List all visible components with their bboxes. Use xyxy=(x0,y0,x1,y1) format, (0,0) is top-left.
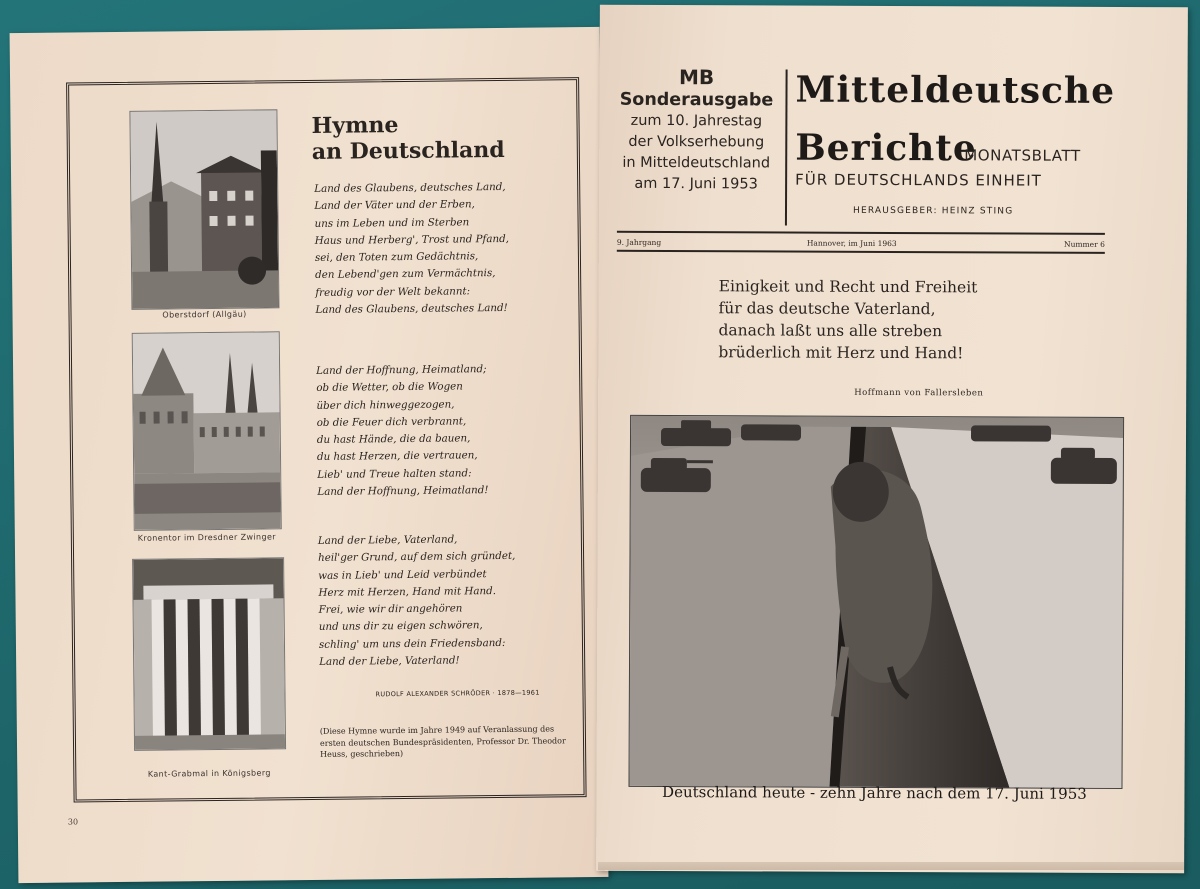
verse-line: uns im Leben und im Sterben xyxy=(314,215,470,230)
issue-year: 9. Jahrgang xyxy=(616,237,662,247)
masthead-title-2: Berichte xyxy=(795,126,977,170)
verse-line: Land der Hoffnung, Heimatland; xyxy=(316,363,487,377)
hymn-title xyxy=(311,110,552,165)
verse-line: Lieb' und Treue halten stand: xyxy=(317,467,472,481)
special-edition-title: Sonderausgabe xyxy=(619,89,774,111)
photo-oberstdorf xyxy=(129,109,279,310)
photo-caption: Kant-Grabmal in Königsberg xyxy=(147,768,271,779)
monatsblatt-label: MONATSBLATT xyxy=(964,146,1081,165)
verse-line: ob die Wetter, ob die Wogen xyxy=(316,380,463,395)
quote-author: Hoffmann von Fallersleben xyxy=(854,387,984,399)
anthem-quote xyxy=(718,275,1018,364)
verse-line: sei, den Toten zum Gedächtnis, xyxy=(314,250,479,265)
verse-line: Land der Väter und der Erben, xyxy=(314,198,475,213)
verse-line: du hast Herzen, die vertrauen, xyxy=(316,449,478,464)
verse-line: Frei, wie wir dir angehören xyxy=(318,602,463,617)
right-page xyxy=(596,5,1188,874)
verse-line: den Lebend'gen zum Vermächtnis, xyxy=(315,267,496,282)
stanza-1 xyxy=(314,178,577,319)
special-edition-line: zum 10. Jahrestag xyxy=(630,112,763,130)
masthead-title: Mitteldeutsche xyxy=(795,68,1116,112)
publisher-line: HERAUSGEBER: HEINZ STING xyxy=(852,205,1014,217)
hymn-author: RUDOLF ALEXANDER SCHRÖDER · 1878—1961 xyxy=(375,688,540,699)
photo-kant-grabmal xyxy=(132,557,286,751)
verse-line: was in Lieb' und Leid verbündet xyxy=(318,567,487,582)
verse-line: heil'ger Grund, auf dem sich gründet, xyxy=(318,550,516,565)
masthead-subtitle: FÜR DEUTSCHLANDS EINHEIT xyxy=(795,170,1042,190)
verse-line: Land der Liebe, Vaterland! xyxy=(319,654,460,668)
quote-line: brüderlich mit Herz und Hand! xyxy=(718,343,964,363)
verse-line: über dich hinweggezogen, xyxy=(316,398,455,412)
quote-line: danach laßt uns alle streben xyxy=(718,321,943,341)
hymn-title-line: Hymne xyxy=(311,112,399,139)
verse-line: Land der Hoffnung, Heimatland! xyxy=(317,484,489,498)
special-edition-box xyxy=(613,65,780,196)
masthead-divider xyxy=(785,70,788,226)
verse-line: Land des Glaubens, deutsches Land, xyxy=(314,180,506,195)
verse-line: freudig vor der Welt bekannt: xyxy=(315,285,471,299)
hymn-title-line: an Deutschland xyxy=(311,136,505,165)
hymn-footnote: (Diese Hymne wurde im Jahre 1949 auf Veranlassung des ersten deutschen Bundespräsidenten, Professor Dr. Theodor Heuss, geschrieben) xyxy=(319,724,566,759)
photo-zwinger xyxy=(132,331,282,531)
left-page xyxy=(10,27,609,883)
special-edition-line: am 17. Juni 1953 xyxy=(634,175,758,193)
special-edition-line: in Mitteldeutschland xyxy=(622,154,771,172)
hymn-frame xyxy=(66,77,587,802)
verse-line: Land der Liebe, Vaterland, xyxy=(317,533,458,547)
photo-caption: Oberstdorf (Allgäu) xyxy=(162,309,247,320)
verse-line: Land des Glaubens, deutsches Land! xyxy=(315,301,508,317)
photo-caption: Kronentor im Dresdner Zwinger xyxy=(137,532,277,543)
verse-line: Haus und Herberg', Trost und Pfand, xyxy=(314,232,510,247)
page-number: 30 xyxy=(67,817,79,827)
page-stack-edge xyxy=(598,862,1184,870)
quote-line: für das deutsche Vaterland, xyxy=(718,299,936,319)
wall-illustration xyxy=(628,415,1124,789)
verse-line: und uns dir zu eigen schwören, xyxy=(318,619,483,634)
verse-line: du hast Hände, die da bauen, xyxy=(316,432,471,447)
illustration-caption: Deutschland heute - zehn Jahre nach dem 17. Juni 1953 xyxy=(662,783,1087,803)
issue-place-date: Hannover, im Juni 1963 xyxy=(806,238,897,249)
stanza-3 xyxy=(318,530,581,671)
issue-number: Nummer 6 xyxy=(1064,239,1105,249)
mb-abbreviation: MB xyxy=(678,65,715,90)
divider xyxy=(617,231,1105,235)
stanza-2 xyxy=(316,360,579,501)
verse-line: Herz mit Herzen, Hand mit Hand. xyxy=(318,584,497,599)
verse-line: ob die Feuer dich verbrannt, xyxy=(316,415,467,429)
verse-line: schling' um uns dein Friedensband: xyxy=(318,636,506,651)
quote-line: Einigkeit und Recht und Freiheit xyxy=(718,277,978,297)
special-edition-line: der Volkserhebung xyxy=(628,133,765,151)
